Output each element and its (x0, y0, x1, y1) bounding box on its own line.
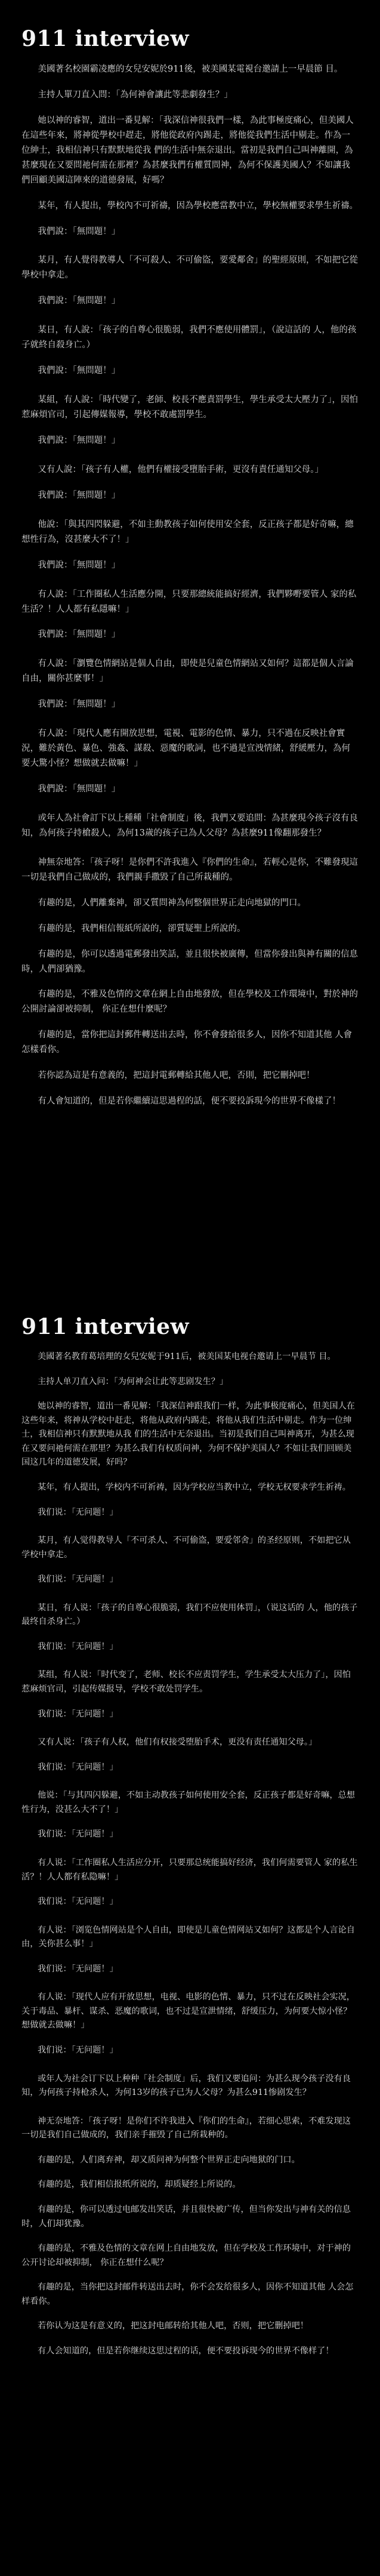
paragraph: 有人說：「瀏覽色情網站是個人自由，即使是兒童色情網站又如何？這都是個人言論自由，關你甚麼事！」 (21, 659, 354, 684)
paragraph: 有趣的是，不雅及色情的文章在网上自由地发放，但在学校及工作环境中，对于神的公开讨论却被抑制， 你正在想什么呢？ (21, 2244, 351, 2267)
paragraph: 有人說：「現代人應有開放思想，電視、電影的色情、暴力，只不過在反映社會實況，難於黃色、暴色、強姦、謀殺、惡魔的歌詞，也不過是宣洩情緒，舒緩壓力，為何要大驚小怪？想做就去做嘛！」 (21, 729, 350, 769)
paragraph: 有趣的是，人们离弃神，却又质问神为何整个世界正走向地狱的门口。 (37, 2155, 300, 2165)
paragraph: 有趣的是，我们相信报纸所说的，却质疑经上所说的。 (37, 2180, 241, 2190)
paragraph: 美國著名教育葛培理的女兒安妮于911后，被美国某电视台邀请上一早晨节 目。 (37, 1352, 336, 1361)
paragraph: 某年，有人提出，學校內不可祈禱，因為學校應當教中立，學校無權要求學生祈禱。 (38, 201, 359, 211)
paragraph: 某組，有人說：「時代變了，老師、校長不應責罰學生，學生承受太大壓力了」，因怕惹麻煩官司，引起傳媒報導，學校不敢處罰學生。 (21, 395, 359, 420)
paragraph: 若你認為這是有意義的，把這封電郵轉給其他人吧，否則，把它刪掉吧！ (38, 1071, 315, 1081)
paragraph: 我們說：「無問題！」 (38, 630, 121, 640)
paragraph: 有人说：「现代人应有开放思想，电视、电影的色情、暴力，只不过在反映社会实况，关于毒品、暴杆、谋杀、恶魔的歌词，也不过是宣泄情绪，舒缓压力，为何要大惊小怪？想做就去做嘛！」 (21, 1992, 355, 2030)
article-title: 911 interview (21, 1314, 190, 1339)
paragraph: 有趣的是，不雅及色情的文章在網上自由地發放，但在學校及工作環境中，對於神的公開討論卻被抑制， 你正在想什麼呢？ (21, 990, 359, 1015)
paragraph: 有人說：「工作圈私人生活應分開，只要那總統能搞好經濟，我們夥嘢要管人 家的私生活？！人人都有私隱嘛！」 (21, 589, 357, 614)
paragraph: 或年人为社会订下以上种种「社会制度」后，我们又要追问：为甚么现今孩子没有良知，为何孩子持枪杀人，为何13岁的孩子已为人父母？为甚么911惨剧发生？ (21, 2073, 351, 2098)
paragraph: 我們說：「無問題！」 (38, 296, 121, 306)
paragraph: 我们说：「无问题！」 (37, 2045, 118, 2055)
paragraph: 我们说：「无问题！」 (37, 1829, 118, 1839)
paragraph: 有趣的是，我們相信報紙所說的，卻質疑聖上所說的。 (38, 923, 246, 933)
paragraph: 有趣的是，你可以透過電郵發出笑話，並且很快被廣傳，但當你發出與神有關的信息時，人們卻猶豫。 (21, 949, 359, 974)
paragraph: 主持人單刀直入問：「為何神會讓此等悲劇發生？」 (38, 90, 233, 100)
paragraph: 她以神的睿智，道出一番見解：「我深信神很我們一樣，為此事極度痛心，但美國人在這些年來，將神從學校中趕走，將他從政府內踢走，將他從我們生活中剔走。作為一位紳士，我相信神只有默默地從我 們的生活中無奈退出。當初是我們自己叫神離開，為甚麼現在又要問祂何需在那裡？為甚麼我們有權質問神，為何不保護美國人？不如讓我們回顧美國這陣來的道德發展，好嗎？ (21, 115, 354, 185)
article-body (21, 62, 359, 1109)
paragraph: 某日，有人说：「孩子的自尊心很脆弱，我们不应使用体罚」，（说这话的 人，他的孩子最终自杀身亡。） (21, 1603, 358, 1627)
paragraph: 某日，有人說：「孩子的自尊心很脆弱，我們不應使用體罰」，（說這話的 人，他的孩子就終自殺身亡。） (21, 325, 357, 350)
paragraph: 我们说：「无问题！」 (37, 1507, 118, 1517)
paragraph: 我們說：「無問題！」 (38, 700, 121, 710)
paragraph: 主持人单刀直入问：「为何神会让此等悲剧发生？」 (37, 1376, 228, 1386)
paragraph: 美國著名校園霸凌應的女兒安妮於911後，被美國某電視台邀請上一早晨節 目。 (38, 64, 343, 74)
paragraph: 有趣的是，當你把這封郵件轉送出去時，你不會發給很多人，因你不知道其他 人會怎樣看你。 (21, 1030, 353, 1055)
paragraph: 有趣的是，当你把这封邮件转送出去时，你不会发给很多人，因你不知道其他 人会怎样看你。 (21, 2282, 354, 2306)
article-panel-simplified (0, 1288, 380, 2576)
paragraph: 有趣的是，人們離棄神，卻又質問神為何整個世界正走向地獄的門口。 (38, 898, 307, 908)
paragraph: 我們說：「無問題！」 (38, 784, 121, 794)
paragraph: 我們說：「無問題！」 (38, 226, 121, 236)
paragraph: 有人说：「工作圈私人生活应分开，只要那总统能搞好经济，我们何需要管人 家的私生活？！人人都有私隐嘛！」 (21, 1857, 358, 1882)
paragraph: 又有人說：「孩子有人權，他們有權接受墮胎手術，更沒有責任通知父母。」 (38, 464, 324, 474)
paragraph: 某组，有人说：「时代变了，老师、校长不应责罚学生，学生承受太大压力了」，因怕惹麻烦官司，引起传媒报导，学校不敢处罚学生。 (21, 1670, 351, 1694)
paragraph: 我们说：「无问题！」 (37, 1709, 118, 1719)
paragraph: 我们说：「无问题！」 (37, 1641, 118, 1651)
paragraph: 有人说：「浏览色情网站是个人自由，即使是儿童色情网站又如何？这都是个人言论自由，关你甚么事！」 (21, 1925, 355, 1949)
paragraph: 有趣的是，你可以透过电邮发出笑话，并且很快被广传，但当你发出与神有关的信息时，人们却犹豫。 (21, 2204, 351, 2229)
paragraph: 我們說：「無問題！」 (38, 366, 121, 376)
paragraph: 若你认为这是有意义的，把这封电邮转给其他人吧，否则，把它删掉吧！ (37, 2321, 308, 2331)
paragraph: 神无奈地答：「孩子呀！是你们不许我进入『你们的生命』，若细心思索，不难发现这一切是我们自己做成的，我们亲手摧毁了自己所栽种的。 (21, 2116, 351, 2140)
paragraph: 某年，有人提出，学校内不可祈祷，因为学校应当教中立，学校无权要求学生祈祷。 (37, 1482, 351, 1492)
paragraph: 我们说：「无问题！」 (37, 1897, 118, 1907)
paragraph: 他说：「与其四闪躲避，不如主动教孩子如何使用安全套，反正孩子都是好奇嘛，总想性行为，没甚么大不了！」 (21, 1791, 355, 1814)
paragraph: 我们说：「无问题！」 (37, 1762, 118, 1772)
article-title: 911 interview (21, 26, 190, 51)
paragraph: 我們說：「無問題！」 (38, 560, 121, 570)
paragraph: 某月，有人覺得教導人「不可殺人、不可偷盜，要愛鄰舍」的聖經原則，不如把它從學校中拿走。 (21, 255, 359, 281)
paragraph: 她以神的睿智，道出一番见解：「我深信神跟我们一样，为此事极度痛心，但美国人在这些年来，将神从学校中赶走，将他从政府内踢走，将他从我们生活中剔走。作为一位绅士，我相信神只有默默地从我 们的生活中无奈退出。当初是我们自己叫神离开，为甚么现在又要问祂何需在那里？为甚么我们有权质问神，为何不保护美国人？不如让我们回顾美国这几年的道德发展，好吗？ (21, 1401, 355, 1468)
paragraph: 又有人说：「孩子有人权，他们有权接受堕胎手术，更没有责任通知父母。」 (37, 1737, 317, 1748)
paragraph: 我們說：「無問題！」 (38, 490, 121, 500)
paragraph: 有人會知道的，但是若你繼續這思過程的話，便不要投訴現今的世界不像樣了！ (38, 1096, 341, 1107)
article-body (21, 1350, 359, 2358)
paragraph: 神無奈地答：「孩子呀！是你們不許我進入『你們的生命』，若輕心是你，不難發現這一切是我們自己做成的，我們親手撒毀了自己所栽種的。 (21, 857, 359, 882)
paragraph: 或年人為社會訂下以上種種「社會制度」後，我們又要追問：為甚麼現今孩子沒有良知，為何孩子持槍殺人，為何13歲的孩子已為人父母？為甚麼911像翻那發生？ (21, 813, 359, 838)
paragraph: 我们说：「无问题！」 (37, 1574, 118, 1585)
paragraph: 我們說：「無問題！」 (38, 435, 121, 445)
paragraph: 某月，有人觉得教导人「不可杀人、不可偷盗，要爱邻舍」的圣经原则，不如把它从学校中拿走。 (21, 1536, 351, 1560)
paragraph: 有人会知道的，但是若你继续这思过程的话，便不要投诉现今的世界不像样了！ (37, 2346, 334, 2356)
paragraph: 我们说：「无问题！」 (37, 1964, 118, 1974)
paragraph: 他說：「與其四閃躲避，不如主動教孩子如何使用安全套，反正孩子都是好奇嘛，總想性行為，沒甚麼大不了！」 (21, 519, 354, 544)
